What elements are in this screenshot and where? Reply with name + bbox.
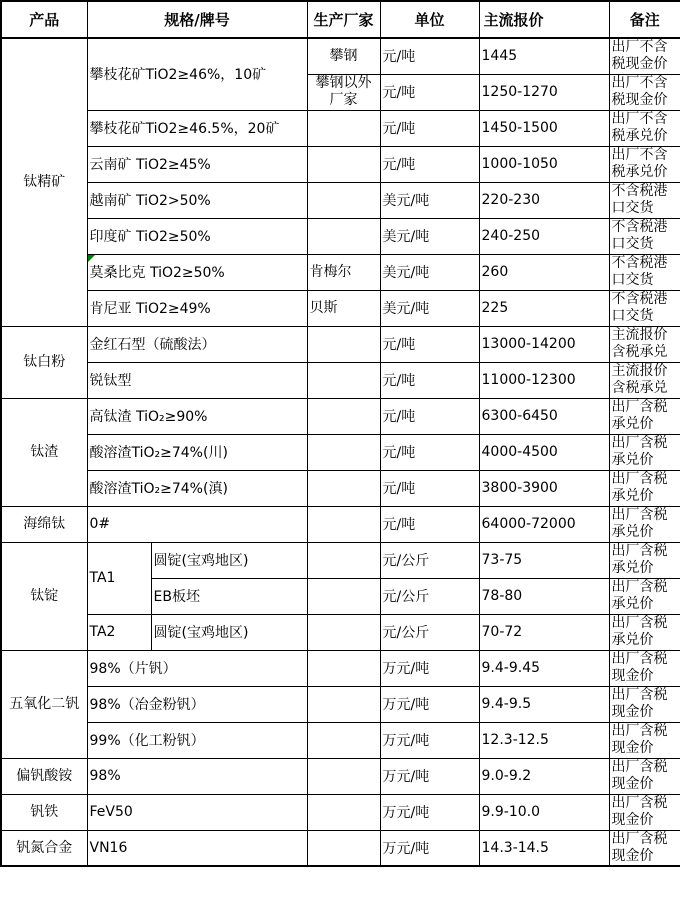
note-cell: 出厂不含税承兑价: [609, 146, 680, 182]
unit-cell: 美元/吨: [380, 218, 479, 254]
note-cell: 出厂不含税现金价: [609, 74, 680, 110]
table-row: [1, 398, 680, 434]
product-cell: 偏钒酸铵: [1, 758, 87, 794]
note-cell: 出厂含税现金价: [609, 650, 680, 686]
header-cell-unit: 单位: [380, 1, 479, 38]
table-row: [1, 686, 680, 722]
table-row: [1, 326, 680, 362]
note-cell: 不含税港口交货: [609, 218, 680, 254]
manufacturer-cell: [307, 110, 380, 146]
note-cell: 出厂含税现金价: [609, 794, 680, 830]
spec-cell: 攀枝花矿TiO2≥46.5%，20矿: [87, 110, 307, 146]
manufacturer-cell: [307, 794, 380, 830]
note-cell: 出厂含税承兑价: [609, 542, 680, 578]
note-cell: 出厂含税现金价: [609, 758, 680, 794]
unit-cell: 元/公斤: [380, 578, 479, 614]
price-cell: 1000-1050: [479, 146, 609, 182]
price-cell: 9.0-9.2: [479, 758, 609, 794]
product-cell: 钛白粉: [1, 326, 87, 398]
price-cell: 73-75: [479, 542, 609, 578]
manufacturer-cell: [307, 434, 380, 470]
unit-cell: 万元/吨: [380, 830, 479, 866]
note-cell: 出厂含税承兑价: [609, 470, 680, 506]
unit-cell: 元/吨: [380, 110, 479, 146]
header-cell-price: 主流报价: [479, 1, 609, 38]
manufacturer-cell: 肯梅尔: [307, 254, 380, 290]
note-cell: 主流报价含税承兑: [609, 362, 680, 398]
price-cell: 14.3-14.5: [479, 830, 609, 866]
unit-cell: 万元/吨: [380, 758, 479, 794]
manufacturer-cell: [307, 758, 380, 794]
manufacturer-cell: 贝斯: [307, 290, 380, 326]
manufacturer-cell: [307, 542, 380, 578]
header-cell-spec: 规格/牌号: [87, 1, 307, 38]
note-cell: 出厂不含税承兑价: [609, 110, 680, 146]
spec-cell: 0#: [87, 506, 307, 542]
comment-flag-icon: [88, 255, 95, 262]
unit-cell: 元/公斤: [380, 614, 479, 650]
note-cell: 出厂含税承兑价: [609, 398, 680, 434]
note-cell: 出厂含税现金价: [609, 722, 680, 758]
product-cell: 钛渣: [1, 398, 87, 506]
unit-cell: 元/吨: [380, 434, 479, 470]
spec-cell: VN16: [87, 830, 307, 866]
spec-cell: 圆锭(宝鸡地区): [151, 542, 307, 578]
product-cell: 海绵钛: [1, 506, 87, 542]
note-cell: 出厂含税承兑价: [609, 614, 680, 650]
price-cell: 6300-6450: [479, 398, 609, 434]
note-cell: 出厂不含税现金价: [609, 38, 680, 74]
manufacturer-cell: [307, 650, 380, 686]
spec-cell: 云南矿 TiO2≥45%: [87, 146, 307, 182]
unit-cell: 元/吨: [380, 506, 479, 542]
spec-cell: 酸溶渣TiO₂≥74%(川): [87, 434, 307, 470]
table-row: [1, 110, 680, 146]
unit-cell: 元/吨: [380, 470, 479, 506]
manufacturer-cell: [307, 182, 380, 218]
spec-cell: 98%（片钒）: [87, 650, 307, 686]
spec-cell: FeV50: [87, 794, 307, 830]
price-cell: 9.4-9.45: [479, 650, 609, 686]
unit-cell: 万元/吨: [380, 650, 479, 686]
manufacturer-cell: [307, 722, 380, 758]
header-cell-product: 产品: [1, 1, 87, 38]
manufacturer-cell: [307, 146, 380, 182]
product-cell: 五氧化二钒: [1, 650, 87, 758]
product-cell: 钛锭: [1, 542, 87, 650]
table-row: [1, 38, 680, 74]
spec-cell: 98%（冶金粉钒）: [87, 686, 307, 722]
manufacturer-cell: [307, 506, 380, 542]
table-row: [1, 434, 680, 470]
unit-cell: 万元/吨: [380, 722, 479, 758]
spec-cell: 印度矿 TiO2≥50%: [87, 218, 307, 254]
table-row: [1, 182, 680, 218]
price-cell: 4000-4500: [479, 434, 609, 470]
table-row: [1, 794, 680, 830]
product-cell: 钒铁: [1, 794, 87, 830]
spec-cell: 99%（化工粉钒）: [87, 722, 307, 758]
manufacturer-cell: [307, 470, 380, 506]
price-cell: 225: [479, 290, 609, 326]
price-cell: 3800-3900: [479, 470, 609, 506]
table-row: [1, 830, 680, 866]
grade-cell: TA1: [87, 542, 151, 614]
price-cell: 1450-1500: [479, 110, 609, 146]
table-row: [1, 470, 680, 506]
price-cell: 11000-12300: [479, 362, 609, 398]
unit-cell: 元/吨: [380, 398, 479, 434]
note-cell: 出厂含税现金价: [609, 830, 680, 866]
product-cell: 钛精矿: [1, 38, 87, 326]
table-row: [1, 722, 680, 758]
unit-cell: 美元/吨: [380, 254, 479, 290]
spec-cell: 金红石型（硫酸法）: [87, 326, 307, 362]
spec-cell: 锐钛型: [87, 362, 307, 398]
note-cell: 出厂含税承兑价: [609, 506, 680, 542]
unit-cell: 元/吨: [380, 74, 479, 110]
unit-cell: 万元/吨: [380, 686, 479, 722]
note-cell: 出厂含税承兑价: [609, 434, 680, 470]
header-cell-note: 备注: [609, 1, 680, 38]
table-row: [1, 146, 680, 182]
header-row: [1, 1, 680, 38]
manufacturer-cell: 攀钢以外厂家: [307, 74, 380, 110]
spec-cell: 圆锭(宝鸡地区): [151, 614, 307, 650]
grade-cell: TA2: [87, 614, 151, 650]
note-cell: 不含税港口交货: [609, 254, 680, 290]
price-cell: 9.9-10.0: [479, 794, 609, 830]
header-cell-manufacturer: 生产厂家: [307, 1, 380, 38]
manufacturer-cell: [307, 218, 380, 254]
price-cell: 220-230: [479, 182, 609, 218]
note-cell: 主流报价含税承兑: [609, 326, 680, 362]
price-cell: 64000-72000: [479, 506, 609, 542]
unit-cell: 美元/吨: [380, 182, 479, 218]
note-cell: 不含税港口交货: [609, 290, 680, 326]
spec-cell: 高钛渣 TiO₂≥90%: [87, 398, 307, 434]
table-row: [1, 614, 680, 650]
price-cell: 78-80: [479, 578, 609, 614]
manufacturer-cell: [307, 398, 380, 434]
manufacturer-cell: [307, 362, 380, 398]
table-row: [1, 506, 680, 542]
note-cell: 出厂含税现金价: [609, 686, 680, 722]
table-row: [1, 218, 680, 254]
unit-cell: 美元/吨: [380, 290, 479, 326]
price-cell: 13000-14200: [479, 326, 609, 362]
spec-cell: 98%: [87, 758, 307, 794]
spec-text: 莫桑比克 TiO2≥50%: [89, 265, 225, 281]
price-cell: 12.3-12.5: [479, 722, 609, 758]
note-cell: 出厂含税承兑价: [609, 578, 680, 614]
unit-cell: 元/吨: [380, 362, 479, 398]
unit-cell: 万元/吨: [380, 794, 479, 830]
table-row: [1, 254, 680, 290]
unit-cell: 元/吨: [380, 326, 479, 362]
manufacturer-cell: 攀钢: [307, 38, 380, 74]
table-row: [1, 362, 680, 398]
price-cell: 1250-1270: [479, 74, 609, 110]
manufacturer-cell: [307, 686, 380, 722]
price-cell: 1445: [479, 38, 609, 74]
table-row: [1, 542, 680, 578]
manufacturer-cell: [307, 614, 380, 650]
unit-cell: 元/公斤: [380, 542, 479, 578]
price-cell: 240-250: [479, 218, 609, 254]
manufacturer-cell: [307, 326, 380, 362]
manufacturer-cell: [307, 578, 380, 614]
table-row: [1, 758, 680, 794]
price-cell: 70-72: [479, 614, 609, 650]
table-row: [1, 650, 680, 686]
price-cell: 9.4-9.5: [479, 686, 609, 722]
price-cell: 260: [479, 254, 609, 290]
note-cell: 不含税港口交货: [609, 182, 680, 218]
spec-cell: 肯尼亚 TiO2≥49%: [87, 290, 307, 326]
unit-cell: 元/吨: [380, 146, 479, 182]
table-row: [1, 290, 680, 326]
product-cell: 钒氮合金: [1, 830, 87, 866]
spec-cell: 越南矿 TiO2>50%: [87, 182, 307, 218]
unit-cell: 元/吨: [380, 38, 479, 74]
manufacturer-cell: [307, 830, 380, 866]
spec-cell: 酸溶渣TiO₂≥74%(滇): [87, 470, 307, 506]
spec-cell: EB板坯: [151, 578, 307, 614]
spec-cell: 攀枝花矿TiO2≥46%，10矿: [87, 38, 307, 110]
spec-cell: [87, 254, 307, 290]
